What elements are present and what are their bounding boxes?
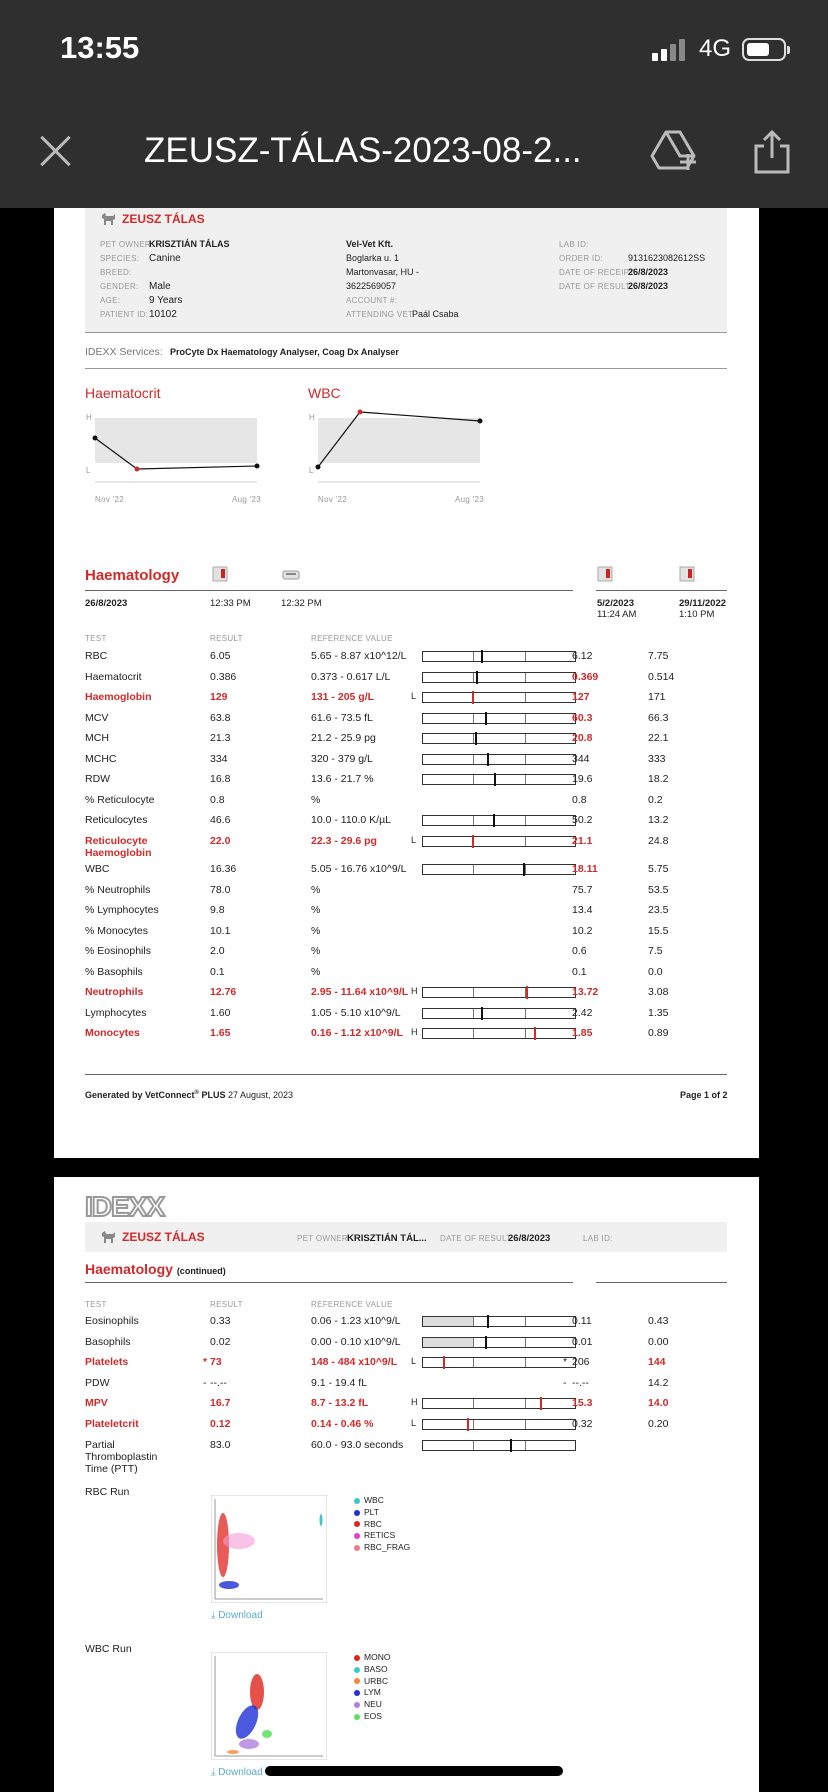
table-row <box>85 1377 727 1395</box>
legend-item: WBC <box>354 1495 410 1507</box>
reference-range: % <box>311 965 321 978</box>
history-1-value: 50.2 <box>572 814 593 826</box>
history-1-icon <box>597 566 613 582</box>
result-value: 0.02 <box>210 1335 231 1348</box>
history-2-value: 0.2 <box>648 793 663 806</box>
hl-flag: L <box>411 1418 417 1428</box>
table-row <box>85 732 727 750</box>
order-id-value: 9131623082612SS <box>628 253 706 263</box>
table-row <box>85 986 727 1004</box>
reference-range: 0.14 - 0.46 % <box>311 1418 374 1430</box>
result-marker <box>485 712 487 725</box>
history-2-value: 13.2 <box>648 814 669 826</box>
receipt-value: 26/8/2023 <box>628 267 669 277</box>
test-name: % Eosinophils <box>85 945 151 957</box>
reference-bar <box>422 864 576 875</box>
reference-bar <box>422 1316 576 1327</box>
test-name: MCV <box>85 711 109 724</box>
col-result: RESULT <box>210 634 243 643</box>
result-marker <box>472 691 474 704</box>
wbc-run-title: WBC Run <box>85 1643 132 1655</box>
rbc-run-title: RBC Run <box>85 1486 130 1498</box>
history-1-value: 20.8 <box>572 732 593 744</box>
history-1-value: 0.11 <box>572 1315 592 1327</box>
table-row <box>85 691 727 709</box>
clinic-address-2: Martonvasar, HU - <box>346 267 420 277</box>
result-value: 21.3 <box>210 732 231 744</box>
result-time-1: 12:33 PM <box>210 598 251 609</box>
receipt-label: DATE OF RECEIPT: <box>559 268 637 277</box>
history-2-value: 14.2 <box>648 1376 669 1389</box>
history-2-value: 3.08 <box>648 986 669 998</box>
add-to-drive-icon[interactable] <box>650 128 698 172</box>
legend-item: MONO <box>354 1652 390 1664</box>
result-value: 1.60 <box>210 1006 231 1019</box>
history-1-value: 6.12 <box>572 650 593 662</box>
result-value: 12.76 <box>210 986 237 998</box>
reference-bar <box>422 651 576 662</box>
reference-range: 0.00 - 0.10 x10^9/L <box>311 1335 401 1348</box>
breed-label: BREED: <box>100 268 132 277</box>
result-value: 0.12 <box>210 1418 231 1430</box>
table-row <box>85 1397 727 1415</box>
result-value: 0.33 <box>210 1315 231 1327</box>
analyser-coag-icon <box>282 570 300 580</box>
network-type: 4G <box>699 35 732 62</box>
footer-page: Page 1 of 2 <box>680 1090 728 1100</box>
test-name: Reticulocyte Haemoglobin <box>85 834 152 859</box>
reference-bar <box>422 713 576 724</box>
history-1-value: 21.1 <box>572 834 593 847</box>
history-1-value: 18.11 <box>572 863 598 875</box>
hl-flag: L <box>411 691 417 701</box>
result-value: 334 <box>210 752 228 765</box>
history-2-value: 0.514 <box>648 670 675 683</box>
result-marker <box>475 732 477 745</box>
result-value: 129 <box>210 691 228 703</box>
order-id-label: ORDER ID: <box>559 254 604 263</box>
test-name: RDW <box>85 773 111 785</box>
wbc-run-legend <box>354 1652 390 1723</box>
result-value: 9.8 <box>210 904 225 916</box>
gender-value: Male <box>149 281 171 292</box>
history-2-value: 0.43 <box>648 1315 669 1327</box>
page2-owner: KRISZTIÁN TÁL... <box>347 1233 427 1244</box>
clinic-address-1: Boglarka u. 1 <box>346 253 400 263</box>
share-icon[interactable] <box>752 128 792 176</box>
history-1-value: 13.4 <box>572 904 593 916</box>
test-name: Monocytes <box>85 1027 140 1039</box>
owner-label: PET OWNER: <box>100 240 154 249</box>
table-row <box>85 1315 727 1333</box>
status-time: 13:55 <box>60 30 140 65</box>
test-name: Reticulocytes <box>85 814 148 826</box>
page2-section-title: Haematology (continued) <box>85 1261 226 1277</box>
table-row <box>85 1336 727 1354</box>
reference-range: 131 - 205 g/L <box>311 691 375 703</box>
history-1-date: 5/2/2023 <box>597 598 634 609</box>
history-2-value: 23.5 <box>648 904 669 916</box>
result-value: 2.0 <box>210 945 225 957</box>
reference-bar <box>422 692 576 703</box>
result-value: 22.0 <box>210 834 231 847</box>
battery-icon <box>742 38 786 61</box>
result-marker <box>481 1007 483 1020</box>
reference-range: 5.05 - 16.76 x10^9/L <box>311 863 407 875</box>
idexx-logo: IDEXX <box>85 1191 165 1222</box>
test-name: Platelets <box>85 1356 129 1369</box>
history-2-value: 15.5 <box>648 924 669 937</box>
result-time-2: 12:32 PM <box>281 598 322 609</box>
app-header <box>0 0 828 208</box>
result-value: 46.6 <box>210 814 231 826</box>
result-value: 78.0 <box>210 883 231 896</box>
history-2-value: 7.5 <box>648 945 663 957</box>
table-row <box>85 794 727 812</box>
table-row <box>85 925 727 943</box>
test-name: % Reticulocyte <box>85 793 155 806</box>
history-2-value: 333 <box>648 752 666 765</box>
dog-icon <box>100 212 116 226</box>
test-name: PDW <box>85 1376 110 1389</box>
result-marker <box>467 1418 469 1431</box>
table-row <box>85 966 727 984</box>
clinic-name: Vel-Vet Kft. <box>346 239 394 249</box>
history-2-value: 5.75 <box>648 863 669 875</box>
result-value: 1.65 <box>210 1027 231 1039</box>
trend-title-wbc: WBC <box>308 385 341 401</box>
reference-bar <box>422 1028 576 1039</box>
reference-bar <box>422 1440 576 1451</box>
history-2-value: 1.35 <box>648 1006 669 1019</box>
reference-bar <box>422 774 576 785</box>
history-2-value: 53.5 <box>648 883 669 896</box>
close-button[interactable] <box>38 134 72 168</box>
report-page-1: ZEUSZ TÁLAS PET OWNER: KRISZTIÁN TÁLAS SPECIES: Canine BREED: GENDER: Male AGE: 9 Years PATIENT ID: 10102 Vel-Vet Kft. Boglarka u. 1 Martonvasar, HU - 3622569057 ACCOUNT #: ATTENDING VET: Paál Csaba LAB ID: ORDER ID: 9131623082612SS DATE OF RECEIPT: 26/8/2023 DATE OF RESULT: 26/8/2023 IDEXX Services: ProCyte Dx Haematology Analyser, Coag Dx Analyser Haematocrit H L Nov '22 Aug '23 WBC H L Nov '22 Aug '23 Haematology 26/8/2023 12:33 PM 12:32 PM 5/2/2023 11:24 AM 29/11/2022 1:10 PM TEST RESULT REFERENCE VALUE RBC 6.05 5.65 - 8.87 x10^12/L 6.12 7.75 Haematocrit 0.386 0.373 - 0.617 L/L 0.369 0.514 Haemoglobin 129 131 - 205 g/L L 127 171 MCV 63.8 61.6 - 73.5 fL 60.3 66.3 MCH 21.3 21.2 - 25.9 pg 20.8 22.1 MCHC 334 320 - 379 g/L 344 333 RDW 16.8 13.6 - 21.7 % 19.6 18.2 % Reticulocyte 0.8 % 0.8 0.2 Reticulocytes 46.6 10.0 - 110.0 K/µL 50.2 13.2 Reticulocyte Haemoglobin 22.0 22.3 - 29.6 pg L 21.1 24.8 WBC 16.36 5.05 - 16.76 x10^9/L 18.11 5.75 % Neutrophils 78.0 % 75.7 53.5 % Lymphocytes 9.8 % 13.4 23.5 % Monocytes 10.1 % 10.2 15.5 % Eosinophils 2.0 % 0.6 7.5 % Basophils 0.1 % 0.1 0.0 Neutrophils 12.76 2.95 - 11.64 x10^9/L H 13.72 3.08 Lymphocytes 1.60 1.05 - 5.10 x10^9/L 2.42 1.35 Monocytes 1.65 0.16 - 1.12 x10^9/L H 1.85 0.89 Generated by VetConnect® PLUS 27 August, 2023 Page 1 of 2 <box>54 208 759 1158</box>
history-2-date: 29/11/2022 <box>679 598 727 609</box>
history-2-value: 171 <box>648 691 666 703</box>
result-label: DATE OF RESULT: <box>559 282 633 291</box>
test-name: Lymphocytes <box>85 1006 147 1019</box>
signal-icon <box>652 37 692 61</box>
result-marker <box>510 1439 512 1452</box>
lab-id-label: LAB ID: <box>559 240 589 249</box>
reference-range: % <box>311 904 321 916</box>
reference-range: 60.0 - 93.0 seconds <box>311 1438 404 1451</box>
result-marker <box>534 1027 536 1040</box>
history-1-value: 13.72 <box>572 986 599 998</box>
document-title: ZEUSZ-TÁLAS-2023-08-2... <box>144 131 582 170</box>
reference-range: 0.373 - 0.617 L/L <box>311 670 391 683</box>
reference-range: 148 - 484 x10^9/L <box>311 1356 398 1369</box>
wbc-run-scatterplot[interactable] <box>211 1652 327 1760</box>
result-marker <box>494 773 496 786</box>
reference-range: 320 - 379 g/L <box>311 752 373 765</box>
history-1-value: 2.42 <box>572 1006 593 1019</box>
reference-range: 61.6 - 73.5 fL <box>311 711 373 724</box>
test-name: % Basophils <box>85 965 143 978</box>
history-2-value: 14.0 <box>648 1397 669 1410</box>
test-name: WBC <box>85 863 110 875</box>
owner-value: KRISZTIÁN TÁLAS <box>149 239 230 249</box>
history-1-value: 0.8 <box>572 793 587 806</box>
result-value: 83.0 <box>210 1438 231 1451</box>
result-date: 26/8/2023 <box>85 598 128 609</box>
result-marker <box>476 671 478 684</box>
history-1-value: 0.32 <box>572 1418 593 1430</box>
reference-range: 1.05 - 5.10 x10^9/L <box>311 1006 401 1019</box>
table-row <box>85 712 727 730</box>
reference-range: % <box>311 793 321 806</box>
species-label: SPECIES: <box>100 254 140 263</box>
test-name: MPV <box>85 1397 108 1410</box>
table-row <box>85 1418 727 1436</box>
result-value: 0.8 <box>210 793 225 806</box>
history-1-value: 344 <box>572 752 590 765</box>
test-name: Haematocrit <box>85 670 142 683</box>
history-1-value: 0.01 <box>572 1335 593 1348</box>
hl-flag: L <box>411 1356 417 1367</box>
age-value: 9 Years <box>149 295 183 306</box>
history-flag-star: - <box>563 1376 567 1389</box>
analyser-procyte-icon <box>212 566 228 582</box>
table-row <box>85 863 727 881</box>
result-value: 73 <box>210 1356 222 1369</box>
reference-range: 2.95 - 11.64 x10^9/L <box>311 986 409 998</box>
result-marker <box>523 863 525 876</box>
test-name: MCHC <box>85 752 117 765</box>
result-marker <box>526 986 528 999</box>
history-1-time: 11:24 AM <box>597 609 637 620</box>
col-test: TEST <box>85 634 107 643</box>
section-title-haematology: Haematology <box>85 567 180 584</box>
trend-title-haematocrit: Haematocrit <box>85 385 161 401</box>
legend-item: NEU <box>354 1699 390 1711</box>
test-name: % Neutrophils <box>85 883 151 896</box>
history-2-value: 18.2 <box>648 773 669 785</box>
services-value: ProCyte Dx Haematology Analyser, Coag Dx Analyser <box>170 347 399 357</box>
hl-flag: L <box>411 834 417 845</box>
hl-flag: H <box>411 986 418 996</box>
reference-bar <box>422 1337 576 1348</box>
reference-range: 8.7 - 13.2 fL <box>311 1397 369 1410</box>
history-flag-star: * <box>563 1356 568 1369</box>
rbc-run-legend <box>354 1495 410 1554</box>
table-row <box>85 753 727 771</box>
test-name: Basophils <box>85 1335 131 1348</box>
dog-icon <box>100 1230 116 1244</box>
result-marker <box>540 1397 542 1410</box>
reference-bar <box>422 815 576 826</box>
history-2-value: 24.8 <box>648 834 669 847</box>
reference-range: 9.1 - 19.4 fL <box>311 1376 368 1389</box>
table-row <box>85 1007 727 1025</box>
result-value: 0.386 <box>210 670 237 683</box>
history-1-value: 0.369 <box>572 670 599 683</box>
result-value: 10.1 <box>210 924 231 937</box>
services-label: IDEXX Services: <box>85 346 163 358</box>
history-2-icon <box>679 566 695 582</box>
result-marker <box>481 650 483 663</box>
test-name: Plateletcrit <box>85 1418 139 1430</box>
result-value: 0.1 <box>210 965 225 978</box>
table-row <box>85 773 727 791</box>
test-name: Partial Thromboplastin Time (PTT) <box>85 1438 158 1475</box>
reference-range: 5.65 - 8.87 x10^12/L <box>311 650 407 662</box>
result-marker <box>493 814 495 827</box>
reference-bar <box>422 1357 576 1368</box>
result-value: 16.7 <box>210 1397 231 1410</box>
history-1-value: 60.3 <box>572 711 593 724</box>
legend-item: RBC_FRAG <box>354 1542 410 1554</box>
history-1-value: --.-- <box>572 1376 589 1389</box>
reference-bar <box>422 836 576 847</box>
history-2-value: 0.89 <box>648 1027 669 1039</box>
legend-item: PLT <box>354 1507 410 1519</box>
rbc-download-link[interactable]: ⤓ Download <box>211 1610 263 1621</box>
result-value: 6.05 <box>210 650 231 662</box>
history-2-value: 22.1 <box>648 732 669 744</box>
reference-range: 0.06 - 1.23 x10^9/L <box>311 1315 401 1327</box>
patient-id-value: 10102 <box>149 309 177 320</box>
result-marker <box>487 1315 489 1328</box>
account-label: ACCOUNT #: <box>346 296 398 305</box>
table-row <box>85 650 727 668</box>
reference-range: 13.6 - 21.7 % <box>311 773 374 785</box>
history-2-value: 0.00 <box>648 1335 669 1348</box>
home-indicator[interactable] <box>265 1766 563 1776</box>
species-value: Canine <box>149 253 181 264</box>
history-1-value: 206 <box>572 1356 590 1369</box>
history-1-value: 75.7 <box>572 883 593 896</box>
result-flag-star: * <box>203 1356 208 1369</box>
legend-item: RBC <box>354 1519 410 1531</box>
history-2-value: 0.20 <box>648 1418 669 1430</box>
history-1-value: 1.85 <box>572 1027 593 1039</box>
test-name: % Monocytes <box>85 924 149 937</box>
wbc-download-link[interactable]: ⤓ Download <box>211 1767 263 1778</box>
history-2-time: 1:10 PM <box>679 609 715 620</box>
history-1-value: 15.3 <box>572 1397 593 1410</box>
history-2-value: 0.0 <box>648 965 663 978</box>
patient-name: ZEUSZ TÁLAS <box>122 212 205 226</box>
history-1-value: 19.6 <box>572 773 593 785</box>
hl-flag: H <box>411 1397 418 1408</box>
test-name: Eosinophils <box>85 1315 139 1327</box>
result-marker <box>472 835 474 848</box>
legend-item: RETICS <box>354 1530 410 1542</box>
result-marker <box>487 753 489 766</box>
result-value: 63.8 <box>210 711 231 724</box>
gender-label: GENDER: <box>100 282 139 291</box>
footer-generated: Generated by VetConnect® PLUS 27 August, 2023 <box>85 1090 294 1100</box>
age-label: AGE: <box>100 296 121 305</box>
table-row <box>85 814 727 832</box>
history-1-value: 10.2 <box>572 924 593 937</box>
page2-result-date: 26/8/2023 <box>508 1233 551 1244</box>
reference-bar <box>422 1398 576 1409</box>
result-value: 26/8/2023 <box>628 281 669 291</box>
history-1-value: 127 <box>572 691 590 703</box>
reference-range: 21.2 - 25.9 pg <box>311 732 376 744</box>
table-row <box>85 834 727 859</box>
table-row <box>85 671 727 689</box>
result-marker <box>485 1336 487 1349</box>
reference-range: 22.3 - 29.6 pg <box>311 834 377 847</box>
history-1-value: 0.1 <box>572 965 587 978</box>
vet-label: ATTENDING VET: <box>346 310 415 319</box>
result-marker <box>443 1356 445 1369</box>
legend-item: BASO <box>354 1664 390 1676</box>
reference-range: % <box>311 924 321 937</box>
result-flag-star: - <box>203 1376 207 1389</box>
reference-bar <box>422 672 576 683</box>
page2-patient-name: ZEUSZ TÁLAS <box>122 1230 205 1244</box>
rbc-run-scatterplot[interactable] <box>211 1495 327 1603</box>
test-name: RBC <box>85 650 108 662</box>
history-2-value: 7.75 <box>648 650 669 662</box>
patient-id-label: PATIENT ID: <box>100 310 149 319</box>
result-value: 16.8 <box>210 773 231 785</box>
legend-item: URBC <box>354 1676 390 1688</box>
table-row <box>85 1438 727 1475</box>
reference-bar <box>422 754 576 765</box>
table-row <box>85 904 727 922</box>
hl-flag: H <box>411 1027 418 1037</box>
history-1-value: 0.6 <box>572 945 587 957</box>
reference-range: 0.16 - 1.12 x10^9/L <box>311 1027 403 1039</box>
legend-item: EOS <box>354 1711 390 1723</box>
report-page-2: IDEXX ZEUSZ TÁLAS PET OWNER: KRISZTIÁN TÁL... DATE OF RESULT: 26/8/2023 LAB ID: Haematology (continued) TEST RESULT REFERENCE VALUE Eosinophils 0.33 0.06 - 1.23 x10^9/L 0.11 0.43 Basophils 0.02 0.00 - 0.10 x10^9/L 0.01 0.00 Platelets * 73 148 - 484 x10^9/L L * 206 144 PDW - --.-- 9.1 - 19.4 fL - --.-- 14.2 MPV 16.7 8.7 - 13.2 fL H 15.3 14.0 Plateletcrit 0.12 0.14 - 0.46 % L 0.32 0.20 Partial Thromboplastin Time (PTT) 83.0 60.0 - 93.0 seconds RBC Run WBC PLT RBC RETICS RBC_FRAG ⤓ Download WBC Run MONO BASO URBC LYM NEU EOS ⤓ Download <box>54 1177 759 1792</box>
col-reference: REFERENCE VALUE <box>311 634 393 643</box>
test-name: Haemoglobin <box>85 691 152 703</box>
table-row <box>85 1027 727 1045</box>
reference-range: % <box>311 945 321 957</box>
reference-bar <box>422 733 576 744</box>
test-name: % Lymphocytes <box>85 904 159 916</box>
test-name: Neutrophils <box>85 986 144 998</box>
history-2-value: 66.3 <box>648 711 669 724</box>
result-value: --.-- <box>210 1376 227 1389</box>
reference-range: 10.0 - 110.0 K/µL <box>311 814 391 826</box>
table-row <box>85 1356 727 1374</box>
reference-bar <box>422 1419 576 1430</box>
history-2-value: 144 <box>648 1356 666 1369</box>
table-row <box>85 884 727 902</box>
result-value: 16.36 <box>210 863 237 875</box>
legend-item: LYM <box>354 1687 390 1699</box>
vet-value: Paál Csaba <box>412 309 459 319</box>
reference-bar <box>422 987 576 998</box>
reference-bar <box>422 1008 576 1019</box>
test-name: MCH <box>85 732 109 744</box>
reference-range: % <box>311 883 321 896</box>
clinic-phone: 3622569057 <box>346 281 397 291</box>
table-row <box>85 945 727 963</box>
